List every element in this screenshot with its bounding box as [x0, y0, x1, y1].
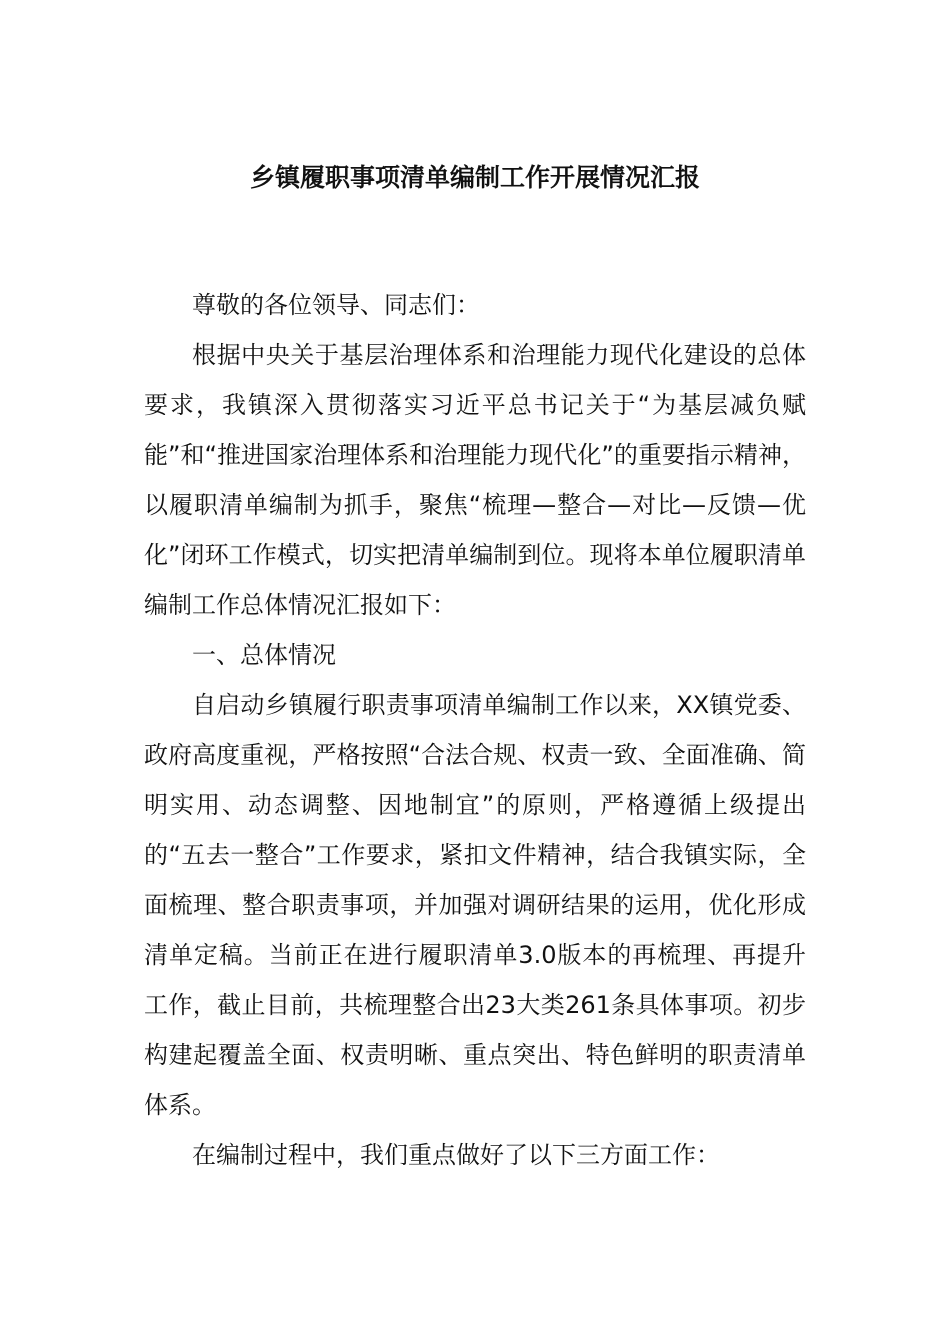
salutation-paragraph: 尊敬的各位领导、同志们：: [192, 291, 480, 319]
document-title: 乡镇履职事项清单编制工作开展情况汇报: [249, 163, 700, 192]
intro-paragraph: 根据中央关于基层治理体系和治理能力现代化建设的总体要求，我镇深入贯彻落实习近平总书记关于“为基层减负赋能”和“推进国家治理体系和治理能力现代化”的重要指示精神，以履职清单编制为抓手，聚焦“梳理—整合—对比—反馈—优化”闭环工作模式，切实把清单编制到位。现将本单位履职清单编制工作总体情况汇报如下：: [144, 341, 806, 619]
document-body: [144, 280, 806, 1180]
closing-paragraph: 在编制过程中，我们重点做好了以下三方面工作：: [192, 1141, 720, 1169]
section-heading: 一、总体情况: [192, 641, 336, 669]
overview-paragraph: 自启动乡镇履行职责事项清单编制工作以来，XX镇党委、政府高度重视，严格按照“合法合规、权责一致、全面准确、简明实用、动态调整、因地制宜”的原则，严格遵循上级提出的“五去一整合”工作要求，紧扣文件精神，结合我镇实际，全面梳理、整合职责事项，并加强对调研结果的运用，优化形成清单定稿。当前正在进行履职清单3.0版本的再梳理、再提升工作，截止目前，共梳理整合出23大类261条具体事项。初步构建起覆盖全面、权责明晰、重点突出、特色鲜明的职责清单体系。: [144, 691, 806, 1119]
